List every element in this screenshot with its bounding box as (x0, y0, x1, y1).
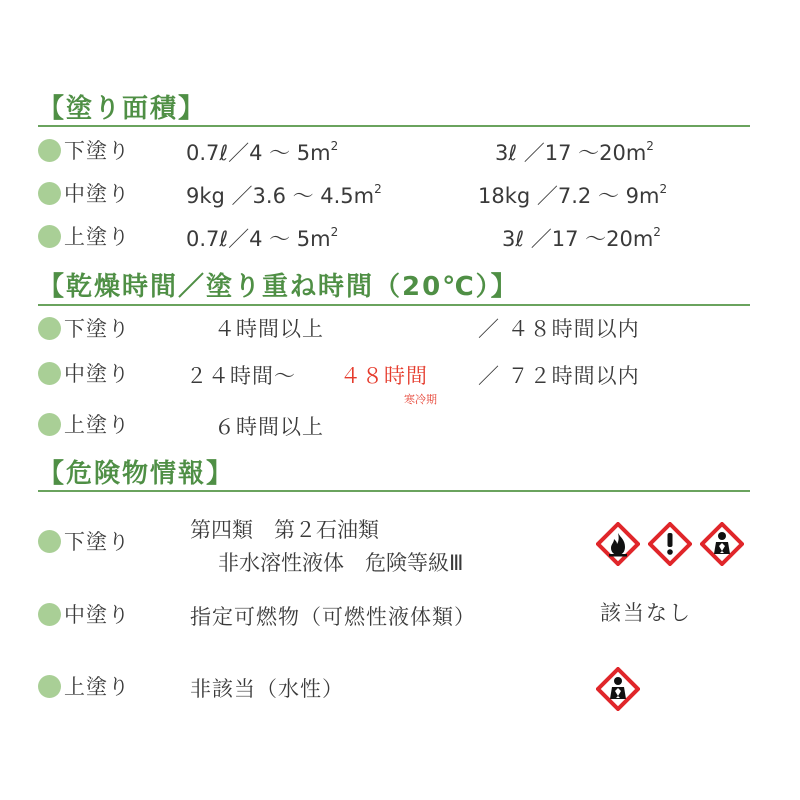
drying-row-label: 下塗り (64, 317, 130, 341)
flame-pictogram-icon (596, 522, 640, 566)
bullet-dot (38, 317, 61, 340)
drying-row-label: 中塗り (64, 362, 130, 386)
hazard-divider (38, 490, 750, 492)
coverage-row-label: 上塗り (64, 225, 130, 249)
recoat-time: ／ ７２時間以内 (478, 364, 640, 388)
coverage-row-label: 下塗り (64, 139, 130, 163)
cold-season-note: 寒冷期 (404, 393, 437, 406)
drying-section-title: 【乾燥時間／塗り重ね時間（20℃）】 (38, 272, 519, 302)
hazard-status: 該当なし (600, 601, 692, 625)
health-hazard-pictogram-icon (596, 667, 640, 711)
hazard-class: 指定可燃物（可燃性液体類） (190, 605, 476, 629)
coverage-section-title: 【塗り面積】 (38, 94, 207, 124)
coverage-large-can: 18kg ／7.2 ～ $9m^2$ (478, 182, 668, 208)
coverage-large-can: 3ℓ ／17 $\sim 20m^2$ (502, 225, 661, 251)
drying-time: ６時間以上 (214, 415, 324, 439)
bullet-dot (38, 362, 61, 385)
health-hazard-pictogram-icon (700, 522, 744, 566)
coverage-small-can: 0.7ℓ／4 ～ $5m^2$ (186, 225, 339, 251)
coverage-large-can: 3ℓ ／17 $\sim 20m^2$ (495, 139, 654, 165)
bullet-dot (38, 675, 61, 698)
coverage-small-can: 0.7ℓ／4 ～ $5m^2$ (186, 139, 339, 165)
bullet-dot (38, 139, 61, 162)
drying-time-cold: ４８時間 (340, 364, 428, 388)
hazard-row-label: 上塗り (64, 675, 130, 699)
hazard-section-title: 【危険物情報】 (38, 459, 235, 489)
recoat-time: ／ ４８時間以内 (478, 317, 640, 341)
hazard-row-label: 中塗り (64, 603, 130, 627)
drying-time: ２４時間～ (186, 364, 296, 388)
coverage-divider (38, 125, 750, 127)
bullet-dot (38, 530, 61, 553)
hazard-class: 第四類 第２石油類 (190, 518, 379, 542)
bullet-dot (38, 603, 61, 626)
hazard-class-detail: 非水溶性液体 危険等級Ⅲ (218, 551, 464, 575)
coverage-small-can: 9kg ／3.6 ～ $4.5m^2$ (186, 182, 382, 208)
drying-row-label: 上塗り (64, 413, 130, 437)
drying-divider (38, 304, 750, 306)
bullet-dot (38, 225, 61, 248)
exclamation-pictogram-icon (648, 522, 692, 566)
hazard-class: 非該当（水性） (190, 677, 344, 701)
bullet-dot (38, 182, 61, 205)
hazard-row-label: 下塗り (64, 530, 130, 554)
drying-time: ４時間以上 (214, 317, 324, 341)
bullet-dot (38, 413, 61, 436)
coverage-row-label: 中塗り (64, 182, 130, 206)
